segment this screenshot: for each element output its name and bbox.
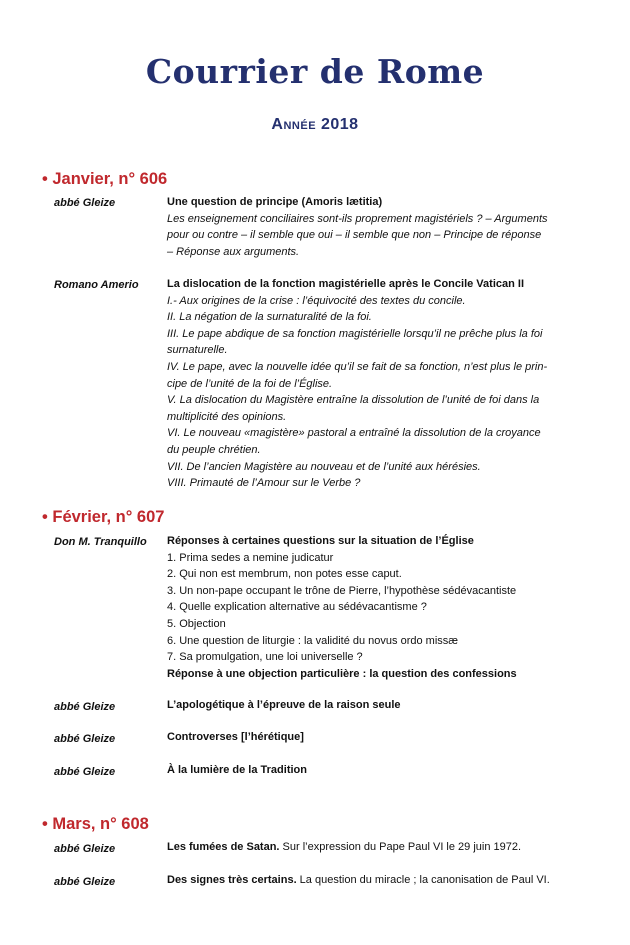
article-summary-line: II. La négation de la surnaturalité de la foi.	[167, 311, 372, 324]
masthead-title: Courrier de Rome	[145, 52, 485, 91]
article-summary-line: III. Le pape abdique de sa fonction magistérielle lorsqu’il ne prêche plus la foi	[167, 327, 543, 340]
article-title: Des signes très certains.	[167, 874, 297, 886]
article-summary-line: surnaturelle.	[167, 344, 228, 357]
article-title: Controverses [l’hérétique]	[167, 731, 304, 743]
article-title: Réponses à certaines questions sur la situation de l’Église	[167, 535, 474, 547]
month-heading-mars: • Mars, n° 608	[42, 815, 149, 833]
article-author: abbé Gleize	[54, 843, 116, 855]
article-entry	[167, 533, 592, 682]
article-entry	[167, 841, 521, 853]
article-author: abbé Gleize	[54, 701, 116, 713]
article-list-item: 6. Une question de liturgie : la validité du novus ordo missæ	[167, 634, 459, 647]
article-summary-line: VII. De l’ancien Magistère au nouveau et de l’unité aux hérésies.	[167, 460, 481, 473]
article-summary-line: Les enseignement conciliaires sont-ils proprement magistériels ? – Arguments	[167, 212, 548, 225]
article-title: La dislocation de la fonction magistérielle après le Concile Vatican II	[167, 278, 524, 290]
article-title: À la lumière de la Tradition	[167, 764, 307, 776]
article-summary-line: cipe de l’unité de la foi de l’Église.	[167, 377, 333, 390]
article-summary-line: V. La dislocation du Magistère entraîne la dissolution de l’unité de foi dans la	[167, 394, 540, 407]
article-summary-line: VI. Le nouveau «magistère» pastoral a entraîné la dissolution de la croyance	[167, 427, 541, 440]
article-author: abbé Gleize	[54, 733, 116, 745]
article-author: Romano Amerio	[54, 279, 139, 291]
article-summary-line: multiplicité des opinions.	[167, 410, 287, 423]
article-entry	[167, 874, 550, 886]
year-subtitle: Année 2018	[271, 116, 359, 133]
article-author: abbé Gleize	[54, 876, 116, 888]
article-subtitle: Réponse à une objection particulière : la question des confessions	[167, 667, 517, 680]
article-author: abbé Gleize	[54, 766, 116, 778]
article-list-item: 4. Quelle explication alternative au sédévacantisme ?	[167, 601, 427, 614]
article-title: Les fumées de Satan.	[167, 841, 280, 853]
article-list-item: 3. Un non-pape occupant le trône de Pierre, l’hypothèse sédévacantiste	[167, 584, 517, 597]
article-summary-line: I.- Aux origines de la crise : l’équivocité des textes du concile.	[167, 294, 466, 307]
article-title: Une question de principe (Amoris lætitia)	[167, 196, 383, 208]
article-list-item: 7. Sa promulgation, une loi universelle ?	[167, 651, 363, 664]
article-summary-line: VIII. Primauté de l’Amour sur le Verbe ?	[167, 477, 361, 490]
article-entry	[167, 194, 592, 260]
article-entry	[167, 276, 592, 492]
article-description: La question du miracle ; la canonisation de Paul VI.	[296, 874, 550, 886]
article-summary-line: pour ou contre – il semble que oui – il semble que non – Principe de réponse	[167, 229, 542, 242]
article-author: Don M. Tranquillo	[54, 536, 147, 548]
article-summary-line: – Réponse aux arguments.	[167, 245, 300, 258]
article-list-item: 2. Qui non est membrum, non potes esse caput.	[167, 568, 402, 581]
article-description: Sur l’expression du Pape Paul VI le 29 juin 1972.	[279, 841, 522, 853]
article-list-item: 1. Prima sedes a nemine judicatur	[167, 551, 334, 564]
article-summary-line: IV. Le pape, avec la nouvelle idée qu’il se fait de sa fonction, n’est plus le prin-	[167, 360, 548, 373]
article-title: L’apologétique à l’épreuve de la raison seule	[167, 699, 401, 711]
article-author: abbé Gleize	[54, 197, 116, 209]
month-heading-fevrier: • Février, n° 607	[42, 508, 165, 526]
month-heading-janvier: • Janvier, n° 606	[42, 170, 168, 188]
article-list-item: 5. Objection	[167, 617, 226, 630]
article-summary-line: du peuple chrétien.	[167, 443, 261, 456]
